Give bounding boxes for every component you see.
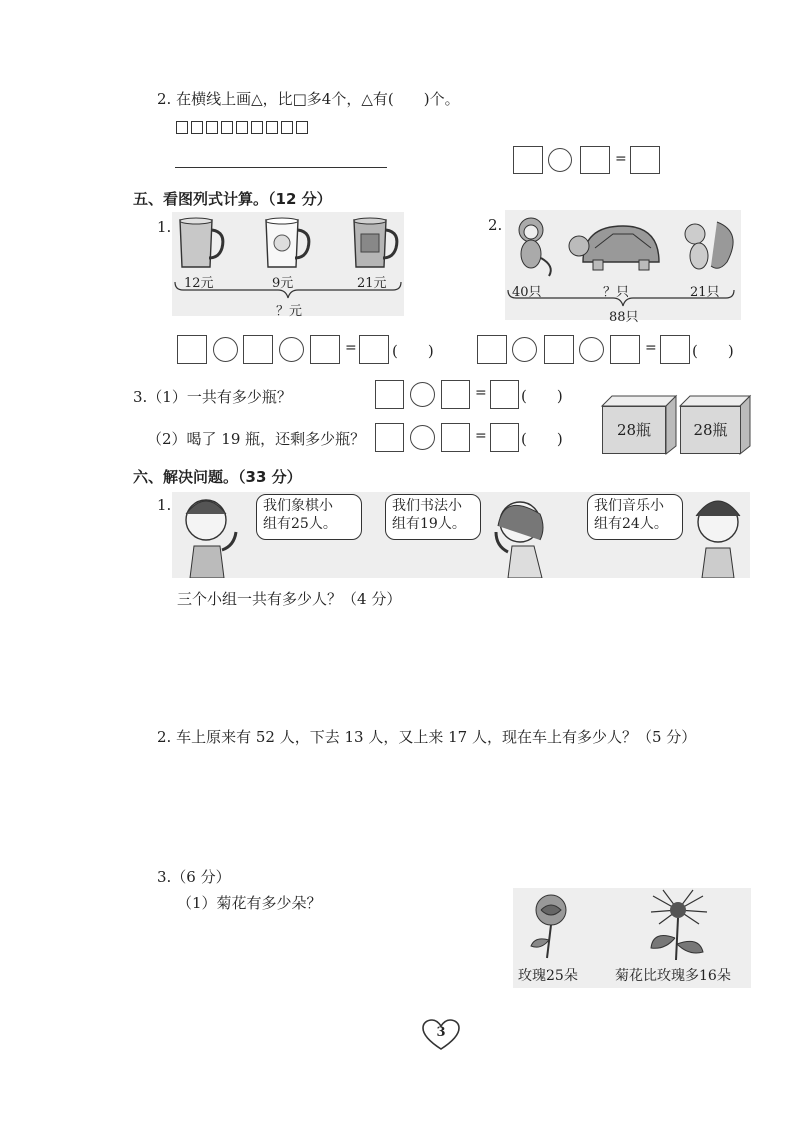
square-shape [221, 121, 233, 134]
page-number-badge [421, 1018, 461, 1052]
equals-sign: = [345, 340, 357, 356]
answer-box[interactable] [441, 423, 470, 452]
answer-line[interactable] [175, 167, 387, 168]
answer-box[interactable] [544, 335, 574, 364]
unit-paren[interactable]: ( ) [392, 342, 434, 360]
total-label: ？元 [276, 304, 303, 319]
answer-box[interactable] [490, 380, 519, 409]
square-shape [176, 121, 188, 134]
price-label: 9元 [272, 276, 294, 291]
rose-label: 玫瑰25朵 [518, 968, 578, 984]
q3-1-text: 3.（1）一共有多少瓶？ [133, 388, 292, 406]
answer-box[interactable] [310, 335, 340, 364]
flowers-illustration [513, 888, 751, 960]
speech-bubble: 我们象棋小 组有25人。 [256, 494, 362, 540]
operator-circle[interactable] [213, 337, 238, 362]
problem-number: 1. [157, 218, 172, 236]
operator-circle[interactable] [512, 337, 537, 362]
count-label: ？只 [603, 285, 630, 300]
equals-sign: = [475, 385, 487, 401]
answer-box[interactable] [490, 423, 519, 452]
crate-box: 28瓶 [602, 406, 666, 454]
answer-box[interactable] [441, 380, 470, 409]
unit-paren[interactable]: ( ) [521, 430, 563, 448]
answer-box[interactable] [660, 335, 690, 364]
q6-3-head: 3.（6 分） [157, 868, 231, 886]
speech-bubble: 我们音乐小 组有24人。 [587, 494, 683, 540]
price-label: 21元 [357, 276, 387, 291]
equals-sign: = [615, 151, 627, 167]
unit-paren[interactable]: ( ) [521, 387, 563, 405]
section-5-title: 五、看图列式计算。（12 分） [133, 190, 332, 208]
section-6-title: 六、解决问题。（33 分） [133, 468, 302, 486]
square-shape [251, 121, 263, 134]
page-number: 3 [436, 1025, 446, 1040]
animals-illustration [505, 210, 741, 320]
answer-box[interactable] [359, 335, 389, 364]
operator-circle[interactable] [410, 382, 435, 407]
square-shape [206, 121, 218, 134]
count-label: 40只 [512, 285, 542, 300]
q3-2-text: （2）喝了 19 瓶，还剩多少瓶？ [147, 430, 366, 448]
q6-2-text: 2. 车上原来有 52 人，下去 13 人，又上来 17 人，现在车上有多少人？（5 分） [157, 728, 697, 746]
operator-circle[interactable] [579, 337, 604, 362]
square-shape [281, 121, 293, 134]
answer-box[interactable] [375, 423, 404, 452]
equals-sign: = [645, 340, 657, 356]
total-label: 88只 [609, 310, 639, 325]
q6-1-question: 三个小组一共有多少人？（4 分） [177, 590, 402, 608]
square-shape [191, 121, 203, 134]
answer-area[interactable] [177, 612, 737, 712]
operator-circle[interactable] [410, 425, 435, 450]
square-shape [296, 121, 308, 134]
answer-box[interactable] [580, 146, 610, 174]
answer-box[interactable] [630, 146, 660, 174]
answer-box[interactable] [477, 335, 507, 364]
q6-3-sub1: （1）菊花有多少朵？ [177, 894, 322, 912]
square-shape [266, 121, 278, 134]
problem-number: 2. [488, 216, 503, 234]
answer-box[interactable] [375, 380, 404, 409]
equals-sign: = [475, 428, 487, 444]
answer-box[interactable] [610, 335, 640, 364]
chrysanthemum-label: 菊花比玫瑰多16朵 [615, 968, 731, 984]
problem-number: 1. [157, 496, 172, 514]
count-label: 21只 [690, 285, 720, 300]
crate-box: 28瓶 [680, 406, 741, 454]
answer-box[interactable] [243, 335, 273, 364]
speech-bubble: 我们书法小 组有19人。 [385, 494, 481, 540]
square-shape [236, 121, 248, 134]
operator-circle[interactable] [279, 337, 304, 362]
answer-box[interactable] [177, 335, 207, 364]
answer-area[interactable] [177, 752, 737, 852]
operator-circle[interactable] [548, 148, 572, 172]
q4-2-text: 2. 在横线上画△，比□多4个，△有( )个。 [157, 90, 460, 108]
animals-image [505, 210, 741, 320]
unit-paren[interactable]: ( ) [692, 342, 734, 360]
square-row [176, 117, 311, 136]
price-label: 12元 [184, 276, 214, 291]
answer-box[interactable] [513, 146, 543, 174]
